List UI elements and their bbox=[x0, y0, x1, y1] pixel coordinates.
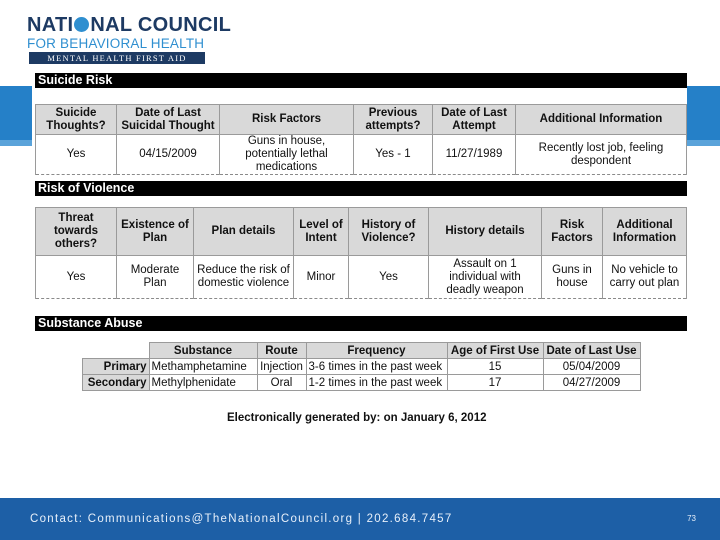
table-cell: Reduce the risk of domestic violence bbox=[194, 256, 294, 299]
globe-icon bbox=[74, 17, 89, 32]
table-cell: Minor bbox=[294, 256, 349, 299]
table-cell: 05/04/2009 bbox=[543, 359, 640, 375]
col-header: Date of Last Suicidal Thought bbox=[117, 105, 220, 135]
table-cell: Methamphetamine bbox=[149, 359, 257, 375]
table-cell: Injection bbox=[257, 359, 306, 375]
col-header: Frequency bbox=[306, 343, 447, 359]
empty-corner bbox=[83, 343, 150, 359]
table-cell: Oral bbox=[257, 375, 306, 391]
table-cell: Yes bbox=[36, 256, 117, 299]
footer-bar bbox=[0, 498, 720, 540]
contact-info: Contact: Communications@TheNationalCouncil.org | 202.684.7457 bbox=[30, 513, 453, 525]
logo-subtitle: FOR BEHAVIORAL HEALTH bbox=[27, 36, 205, 51]
table-cell: 04/15/2009 bbox=[117, 135, 220, 175]
col-header: Level of Intent bbox=[294, 208, 349, 256]
col-header: History details bbox=[429, 208, 542, 256]
risk-of-violence-table bbox=[35, 207, 687, 299]
col-header: Previous attempts? bbox=[354, 105, 433, 135]
col-header: Date of Last Attempt bbox=[433, 105, 516, 135]
table-cell: 15 bbox=[447, 359, 543, 375]
suicide-risk-table bbox=[35, 104, 687, 175]
table-cell: Recently lost job, feeling despondent bbox=[516, 135, 687, 175]
col-header: Route bbox=[257, 343, 306, 359]
table-cell: 04/27/2009 bbox=[543, 375, 640, 391]
col-header: Additional Information bbox=[603, 208, 687, 256]
table-cell: Assault on 1 individual with deadly weapon bbox=[429, 256, 542, 299]
logo-title: NATI NAL COUNCIL bbox=[27, 14, 232, 36]
col-header: Threat towards others? bbox=[36, 208, 117, 256]
table-cell: Guns in house, potentially lethal medications bbox=[220, 135, 354, 175]
row-header: Primary bbox=[83, 359, 150, 375]
col-header: History of Violence? bbox=[349, 208, 429, 256]
logo-ribbon: MENTAL HEALTH FIRST AID bbox=[29, 52, 205, 64]
page-number: 73 bbox=[687, 514, 696, 523]
col-header: Risk Factors bbox=[542, 208, 603, 256]
table-cell: 1-2 times in the past week bbox=[306, 375, 447, 391]
col-header: Substance bbox=[149, 343, 257, 359]
table-cell: Moderate Plan bbox=[117, 256, 194, 299]
col-header: Date of Last Use bbox=[543, 343, 640, 359]
col-header: Plan details bbox=[194, 208, 294, 256]
col-header: Risk Factors bbox=[220, 105, 354, 135]
col-header: Additional Information bbox=[516, 105, 687, 135]
col-header: Existence of Plan bbox=[117, 208, 194, 256]
row-header: Secondary bbox=[83, 375, 150, 391]
table-cell: 17 bbox=[447, 375, 543, 391]
assessment-document bbox=[32, 70, 687, 426]
table-cell: Yes bbox=[349, 256, 429, 299]
suicide-risk-heading: Suicide Risk bbox=[35, 73, 687, 88]
col-header: Suicide Thoughts? bbox=[36, 105, 117, 135]
table-cell: 11/27/1989 bbox=[433, 135, 516, 175]
col-header: Age of First Use bbox=[447, 343, 543, 359]
table-cell: Methylphenidate bbox=[149, 375, 257, 391]
risk-of-violence-heading: Risk of Violence bbox=[35, 181, 687, 196]
table-cell: Yes bbox=[36, 135, 117, 175]
generated-note: Electronically generated by: on January 6, 2012 bbox=[227, 412, 487, 424]
table-cell: Yes - 1 bbox=[354, 135, 433, 175]
table-cell: 3-6 times in the past week bbox=[306, 359, 447, 375]
table-cell: No vehicle to carry out plan bbox=[603, 256, 687, 299]
substance-abuse-heading: Substance Abuse bbox=[35, 316, 687, 331]
substance-abuse-table bbox=[82, 342, 641, 391]
national-council-logo bbox=[27, 14, 232, 66]
table-cell: Guns in house bbox=[542, 256, 603, 299]
